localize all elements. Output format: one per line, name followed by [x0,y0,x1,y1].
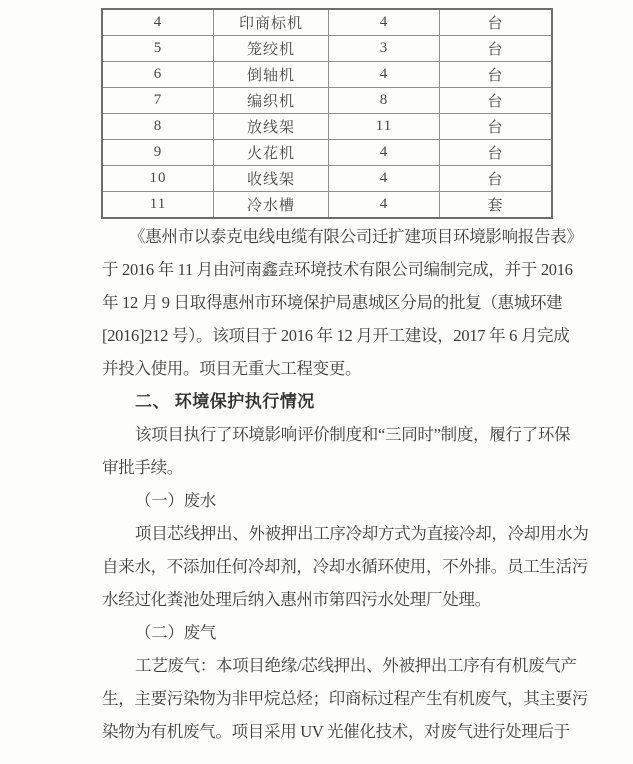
cell-equipment: 编织机 [214,88,329,114]
cell-equipment: 倒轴机 [214,62,329,88]
paragraph-line: 水经过化粪池处理后纳入惠州市第四污水处理厂处理。 [102,590,491,609]
cell-equipment: 放线架 [214,114,329,140]
document-body [102,220,589,748]
cell-index: 5 [102,36,214,62]
cell-unit: 台 [440,62,553,88]
cell-quantity: 4 [329,192,440,219]
cell-quantity: 4 [329,140,440,166]
table-row [102,166,552,192]
cell-equipment: 火花机 [214,140,329,166]
cell-unit: 套 [440,192,553,219]
paragraph-line: 项目芯线押出、外被押出工序冷却方式为直接冷却，冷却用水为 [135,524,589,543]
cell-index: 6 [102,62,214,88]
paragraph-line: 染物为有机废气。项目采用 UV 光催化技术，对废气进行处理后于 [102,722,570,741]
cell-quantity: 3 [329,36,440,62]
subsection-label: （二）废气 [135,623,217,642]
table-row [102,62,552,88]
paragraph-line: 并投入使用。项目无重大工程变更。 [102,359,362,378]
table-row [102,140,552,166]
cell-unit: 台 [440,9,553,36]
paragraph-line: 自来水，不添加任何冷却剂，冷却水循环使用，不外排。员工生活污 [102,557,589,576]
paragraph-line: 年 12 月 9 日取得惠州市环境保护局惠城区分局的批复（惠城环建 [102,293,563,312]
cell-unit: 台 [440,36,553,62]
paragraph-line: 该项目执行了环境影响评价制度和“三同时”制度，履行了环保 [135,425,571,444]
cell-equipment: 笼绞机 [214,36,329,62]
cell-quantity: 4 [329,166,440,192]
cell-unit: 台 [440,166,553,192]
cell-quantity: 4 [329,62,440,88]
table-row [102,114,552,140]
subsection-label: （一）废水 [135,491,217,510]
cell-quantity: 8 [329,88,440,114]
cell-quantity: 11 [329,114,440,140]
paragraph-line: 工艺废气：本项目绝缘/芯线押出、外被押出工序有有机废气产 [135,656,577,675]
paragraph-line: 审批手续。 [102,458,184,477]
cell-quantity: 4 [329,9,440,36]
paragraph-line: [2016]212 号）。该项目于 2016 年 12 月开工建设，2017 年 6 月完成 [102,326,570,345]
cell-equipment: 冷水槽 [214,192,329,219]
cell-unit: 台 [440,88,553,114]
cell-index: 11 [102,192,214,219]
paragraph-line: 《惠州市以泰克电线电缆有限公司迁扩建项目环境影响报告表》 [129,227,583,246]
equipment-table [101,8,553,219]
table-row [102,36,552,62]
cell-equipment: 印商标机 [214,9,329,36]
cell-equipment: 收线架 [214,166,329,192]
table-row [102,88,552,114]
cell-index: 9 [102,140,214,166]
cell-index: 7 [102,88,214,114]
table-row [102,192,552,219]
cell-index: 8 [102,114,214,140]
cell-index: 4 [102,9,214,36]
paragraph-line: 于 2016 年 11 月由河南鑫垚环境技术有限公司编制完成，并于 2016 [102,260,573,279]
paragraph-line: 生，主要污染物为非甲烷总烃；印商标过程产生有机废气，其主要污 [102,689,589,708]
cell-index: 10 [102,166,214,192]
cell-unit: 台 [440,140,553,166]
section-heading: 二、 环境保护执行情况 [135,392,315,411]
table-row [102,9,552,36]
cell-unit: 台 [440,114,553,140]
